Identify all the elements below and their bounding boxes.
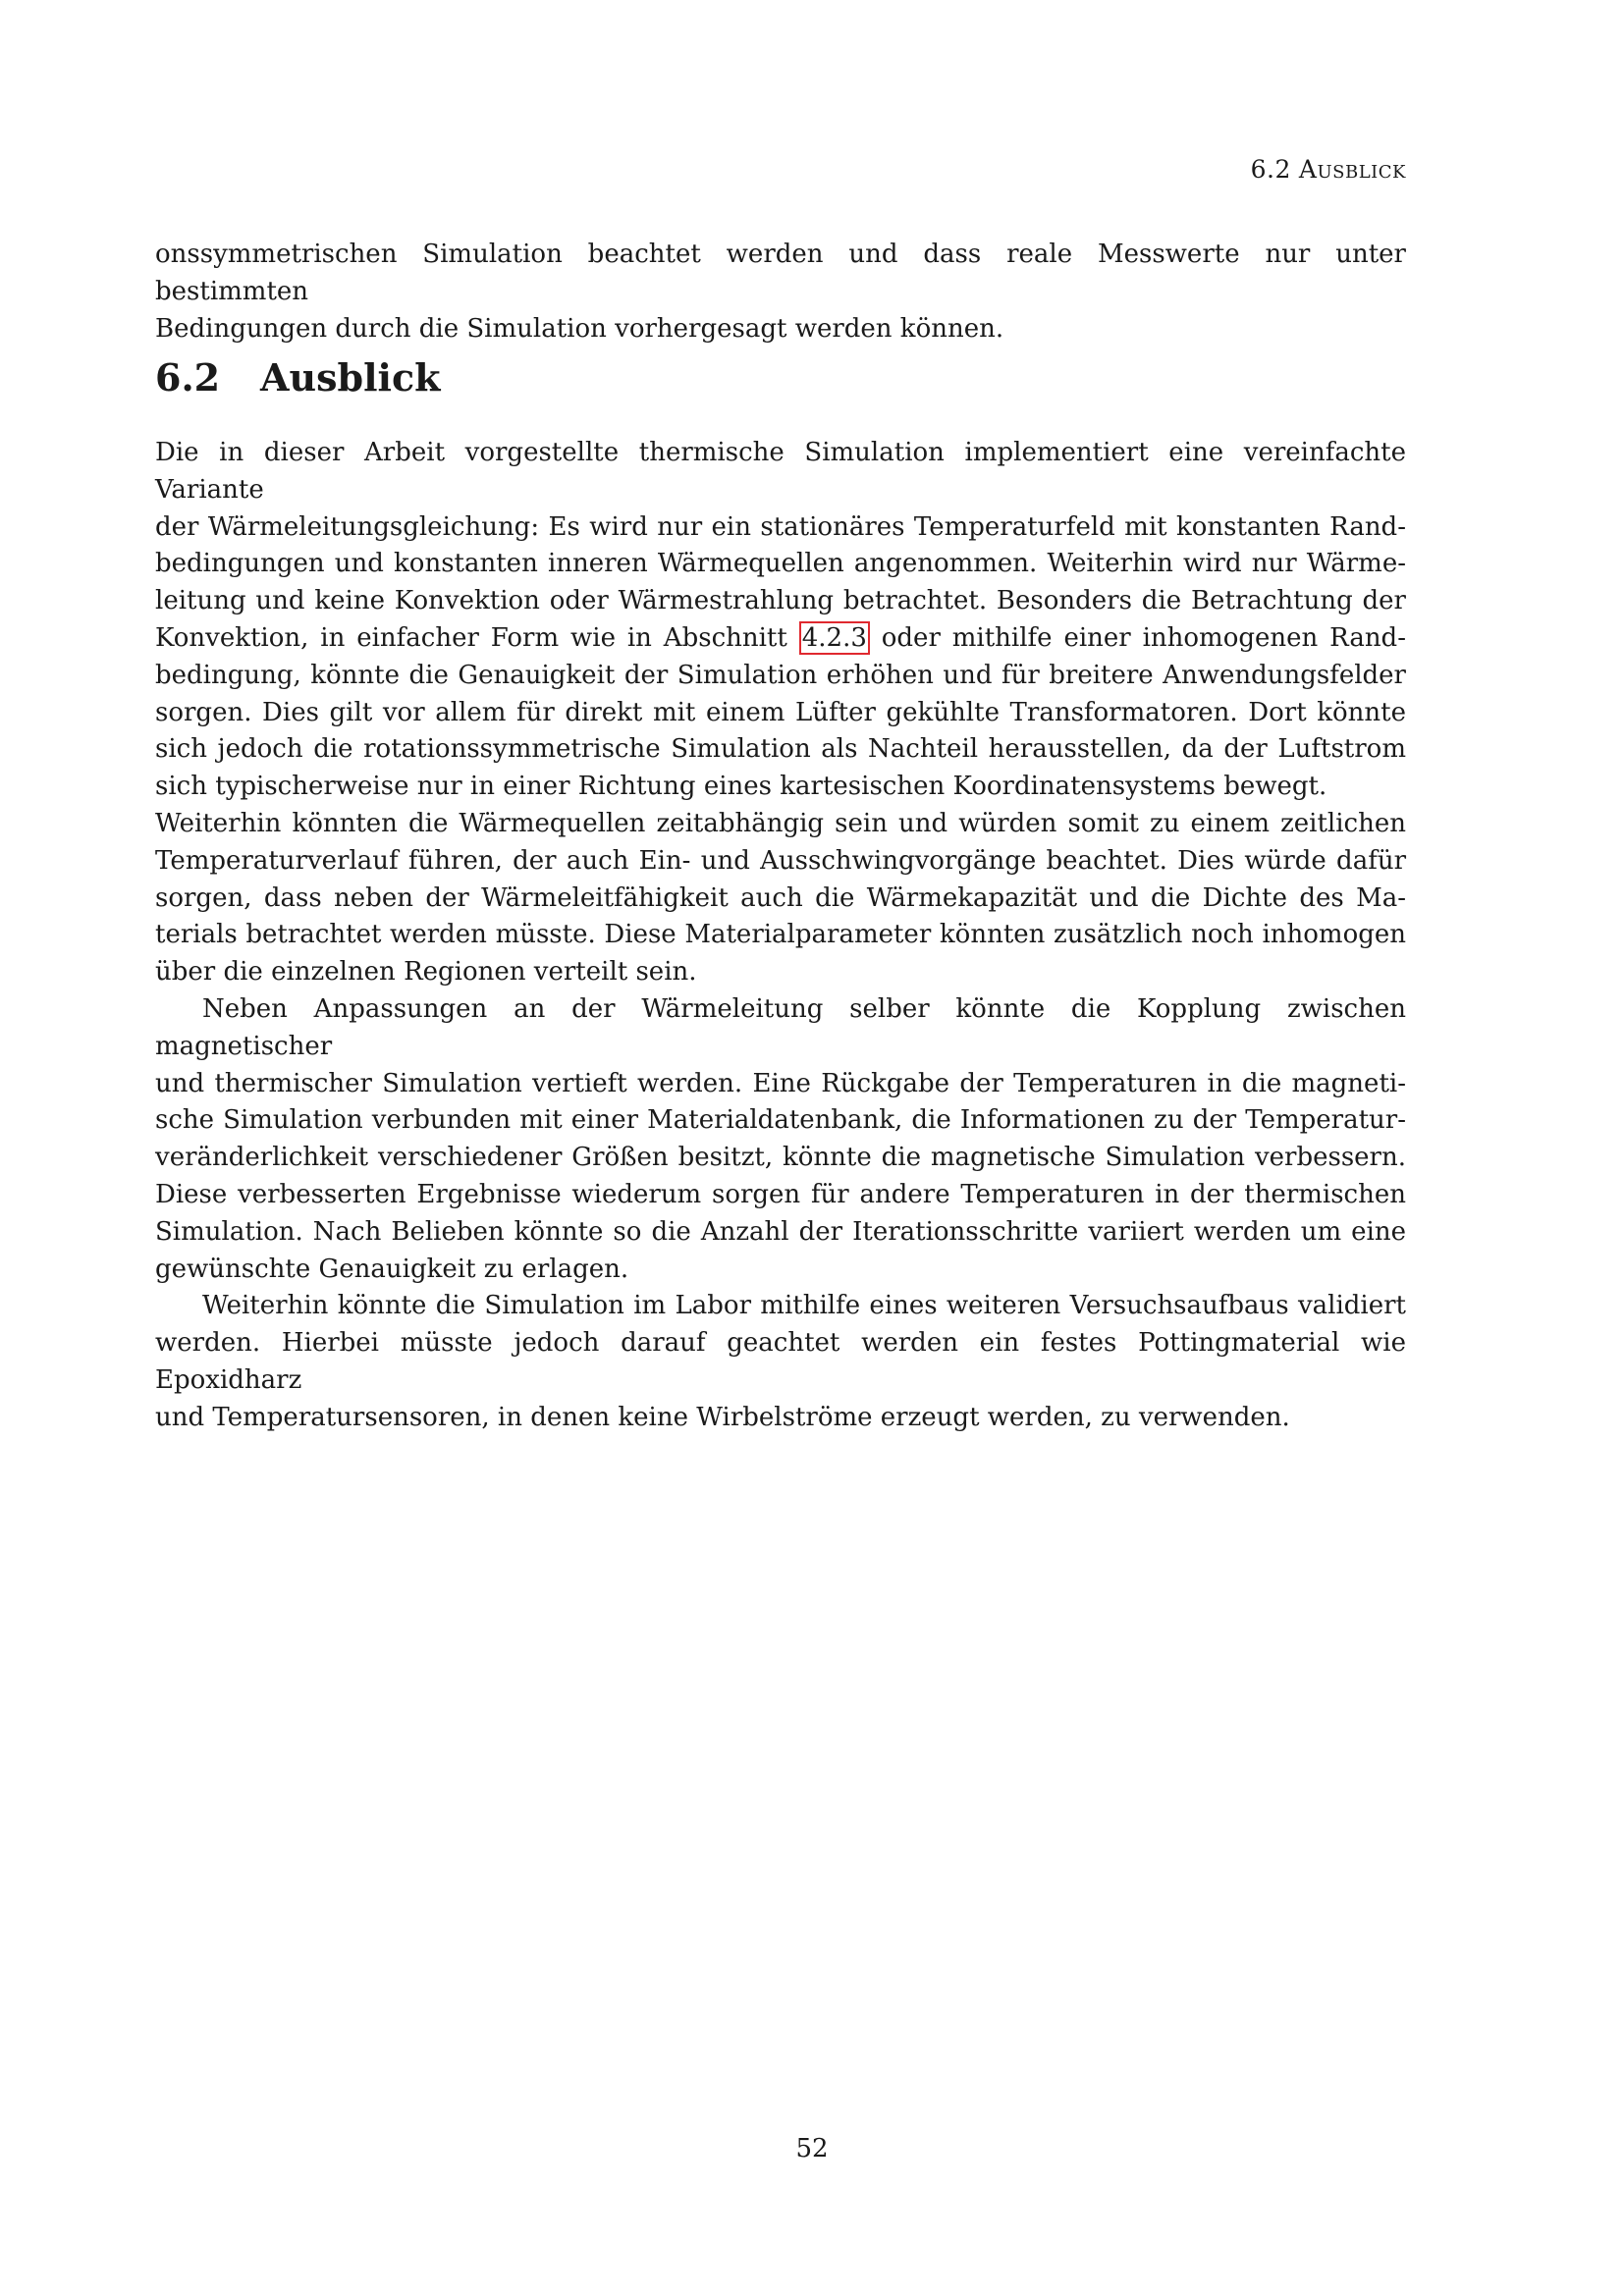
paragraph-2 [155, 806, 1406, 991]
text-line: Temperaturverlauf führen, der auch Ein- und Ausschwingvorgänge beachtet. Dies würde dafür [155, 845, 1406, 876]
text-line: sorgen. Dies gilt vor allem für direkt mit einem Lüfter gekühlte Transformatoren. Dort könnte [155, 697, 1406, 727]
section-number: 6.2 [155, 355, 221, 400]
header-section-number: 6.2 [1250, 155, 1291, 184]
paragraph-1 [155, 435, 1406, 806]
text-line: Simulation. Nach Belieben könnte so die Anzahl der Iterationsschritte variiert werden um eine [155, 1216, 1406, 1247]
text-line: Weiterhin könnten die Wärmequellen zeitabhängig sein und würden somit zu einem zeitlichen [155, 808, 1406, 838]
paragraph-4 [155, 1288, 1406, 1436]
text-fragment: oder mithilfe einer inhomogenen Rand- [869, 622, 1406, 653]
page-number: 52 [795, 2134, 829, 2163]
text-line: werden. Hierbei müsste jedoch darauf geachtet werden ein festes Pottingmaterial wie Epoxidharz [155, 1328, 1406, 1395]
text-line: terials betrachtet werden müsste. Diese Materialparameter könnten zusätzlich noch inhomogen [155, 920, 1406, 950]
text-line: leitung und keine Konvektion oder Wärmestrahlung betrachtet. Besonders die Betrachtung der [155, 586, 1406, 616]
text-line: und thermischer Simulation vertieft werden. Eine Rückgabe der Temperaturen in die magneti- [155, 1068, 1406, 1098]
text-line-with-reference [155, 620, 1406, 658]
section-reference-link[interactable]: 4.2.3 [799, 621, 870, 655]
text-line: gewünschte Genauigkeit zu erlagen. [155, 1254, 629, 1284]
text-line: der Wärmeleitungsgleichung: Es wird nur ein stationäres Temperaturfeld mit konstanten Rand- [155, 511, 1406, 542]
text-line: bedingungen und konstanten inneren Wärmequellen angenommen. Weiterhin wird nur Wärme- [155, 549, 1406, 579]
text-line: Diese verbesserten Ergebnisse wiederum sorgen für andere Temperaturen in der thermischen [155, 1179, 1406, 1209]
text-line: sche Simulation verbunden mit einer Materialdatenbank, die Informationen zu der Temperatur- [155, 1105, 1406, 1136]
text-line: über die einzelnen Regionen verteilt sein. [155, 957, 697, 988]
text-line: bedingung, könnte die Genauigkeit der Simulation erhöhen und für breitere Anwendungsfelder [155, 660, 1406, 690]
section-heading [155, 355, 440, 400]
text-line: veränderlichkeit verschiedener Größen besitzt, könnte die magnetische Simulation verbessern. [155, 1143, 1406, 1173]
text-line: onssymmetrischen Simulation beachtet werden und dass reale Messwerte nur unter bestimmten [155, 240, 1406, 306]
section-title: Ausblick [260, 355, 441, 400]
intro-paragraph [155, 237, 1406, 347]
text-line: sich jedoch die rotationssymmetrische Simulation als Nachteil herausstellen, da der Luftstrom [155, 734, 1406, 765]
text-line: Weiterhin könnte die Simulation im Labor mithilfe eines weiteren Versuchsaufbaus validiert [202, 1291, 1406, 1321]
section-body [155, 435, 1406, 1437]
text-line: und Temperatursensoren, in denen keine Wirbelströme erzeugt werden, zu verwenden. [155, 1402, 1290, 1432]
text-line: Die in dieser Arbeit vorgestellte thermische Simulation implementiert eine vereinfachte Variante [155, 438, 1406, 505]
text-line: sorgen, dass neben der Wärmeleitfähigkeit auch die Wärmekapazität und die Dichte des Ma- [155, 882, 1406, 913]
text-line: Neben Anpassungen an der Wärmeleitung selber könnte die Kopplung zwischen magnetischer [155, 993, 1406, 1061]
text-line: Bedingungen durch die Simulation vorhergesagt werden können. [155, 313, 1004, 344]
text-fragment: Konvektion, in einfacher Form wie in Abschnitt [155, 622, 799, 653]
running-header [1251, 155, 1406, 184]
text-line: sich typischerweise nur in einer Richtung eines kartesischen Koordinatensystems bewegt. [155, 772, 1327, 802]
paragraph-3 [155, 991, 1406, 1288]
header-section-title: Ausblick [1298, 155, 1406, 184]
